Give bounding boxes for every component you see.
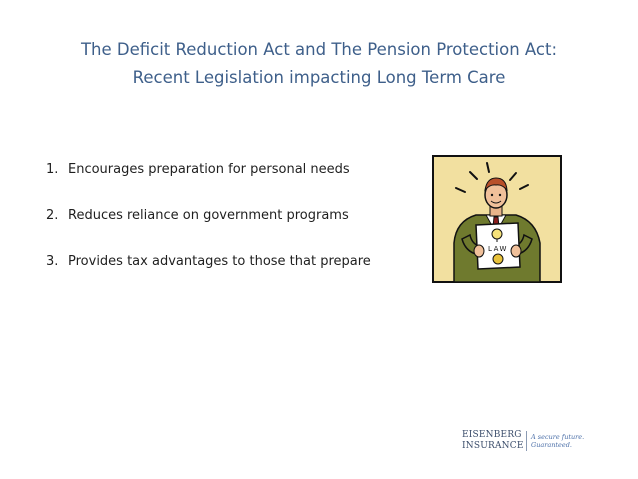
slide-title-line-1: The Deficit Reduction Act and The Pension Protection Act: (80, 40, 558, 59)
list-item-text: Provides tax advantages to those that prepare (68, 254, 371, 269)
logo-brand-line-2: INSURANCE (462, 440, 524, 451)
list-item (46, 208, 349, 223)
man-holding-law-paper-icon (432, 155, 562, 283)
logo-brand-line-1: EISENBERG (462, 430, 522, 440)
company-logo (462, 430, 594, 456)
list-item-text: Reduces reliance on government programs (68, 208, 349, 223)
list-item (46, 254, 371, 269)
slide-title-line-2: Recent Legislation impacting Long Term Care (132, 68, 506, 87)
paper-law-label: LAW (488, 245, 508, 253)
list-item-number: 3. (46, 254, 59, 269)
list-item (46, 162, 350, 177)
logo-tagline-line-1: A secure future. (531, 433, 585, 441)
logo-tagline (531, 433, 584, 449)
slide-title (0, 36, 638, 92)
logo-divider (526, 431, 527, 451)
list-item-number: 1. (46, 162, 59, 177)
list-item-number: 2. (46, 208, 59, 223)
logo-tagline-line-2: Guaranteed. (531, 441, 572, 449)
logo-brand (462, 430, 524, 451)
list-item-text: Encourages preparation for personal needs (68, 162, 350, 177)
